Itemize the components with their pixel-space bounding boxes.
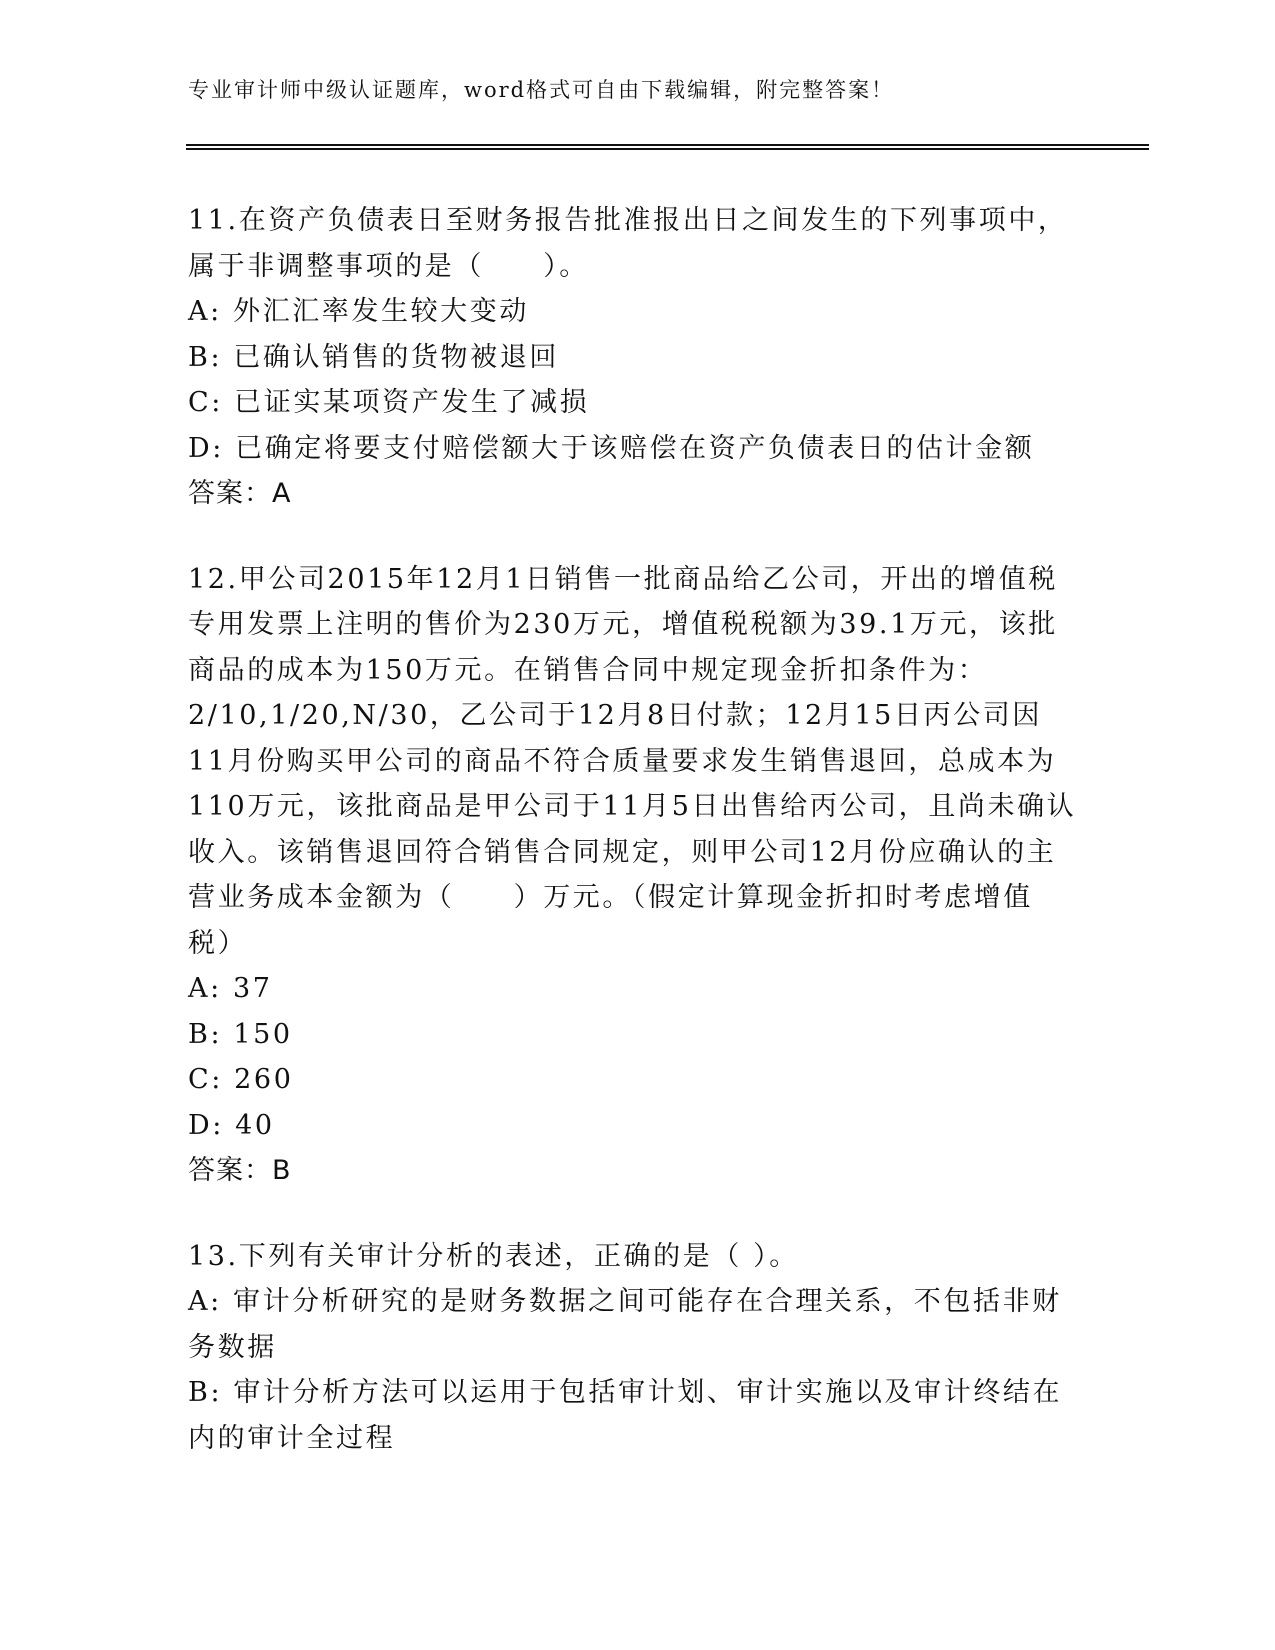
question-stem: 11.在资产负债表日至财务报告批准报出日之间发生的下列事项中，属于非调整事项的是（ ）。 <box>188 205 1068 282</box>
option-b: B: 150 <box>188 1018 293 1050</box>
question-stem: 13.下列有关审计分析的表述，正确的是（ ）。 <box>188 1240 799 1272</box>
answer: 答案：B <box>188 1155 292 1186</box>
question-13 <box>188 1234 1078 1462</box>
answer: 答案：A <box>188 478 292 509</box>
option-d: D: 40 <box>188 1109 275 1141</box>
header-divider <box>186 144 1149 150</box>
option-b: B: 审计分析方法可以运用于包括审计划、审计实施以及审计终结在内的审计全过程 <box>188 1377 1063 1454</box>
option-b: B: 已确认销售的货物被退回 <box>188 341 559 373</box>
question-stem: 12.甲公司2015年12月1日销售一批商品给乙公司，开出的增值税专用发票上注明的售价为230万元，增值税税额为39.1万元，该批商品的成本为150万元。在销售合同中规定现金折扣条件为：2/10,1/20,N/30，乙公司于12月8日付款；12月15日丙公司因11月份购买甲公司的商品不符合质量要求发生销售退回，总成本为110万元，该批商品是甲公司于11月5日出售给丙公司，且尚未确认收入。该销售退回符合销售合同规定，则甲公司12月份应确认的主营业务成本金额为（ ）万元。（假定计算现金折扣时考虑增值税） <box>188 563 1077 959</box>
option-a: A: 37 <box>188 973 273 1004</box>
option-a: A: 审计分析研究的是财务数据之间可能存在合理关系，不包括非财务数据 <box>188 1286 1062 1363</box>
page-header: 专业审计师中级认证题库，word格式可自由下载编辑，附完整答案！ <box>188 78 895 102</box>
question-list <box>188 198 1078 1501</box>
option-a: A: 外汇汇率发生较大变动 <box>188 296 529 327</box>
question-11 <box>188 198 1078 517</box>
option-d: D: 已确定将要支付赔偿额大于该赔偿在资产负债表日的估计金额 <box>188 432 1035 464</box>
option-c: C: 已证实某项资产发生了减损 <box>188 387 590 418</box>
option-c: C: 260 <box>188 1064 294 1095</box>
question-12 <box>188 557 1078 1194</box>
